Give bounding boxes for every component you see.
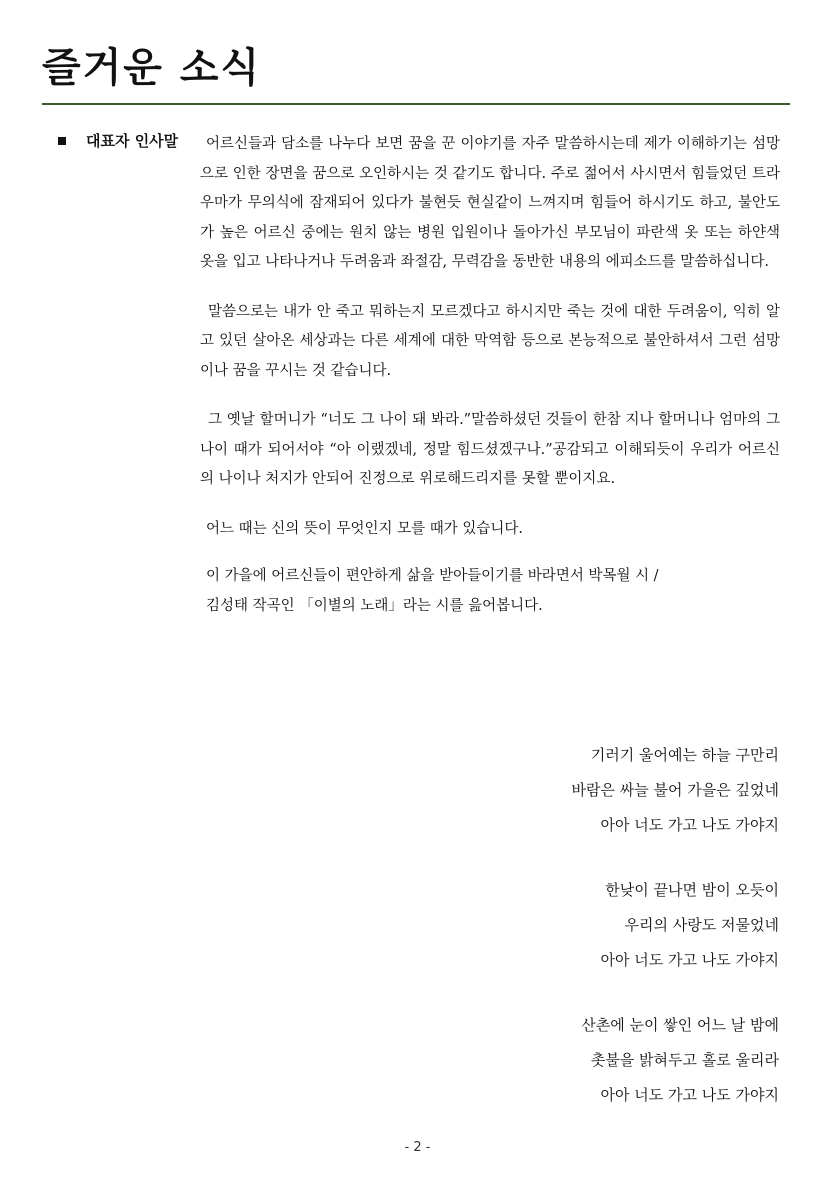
- poem-line: 아아 너도 가고 나도 가야지: [600, 1086, 779, 1104]
- poem-line: 기러기 울어예는 하늘 구만리: [590, 746, 779, 764]
- poem-line: 우리의 사랑도 저물었네: [624, 916, 779, 934]
- poem: [219, 738, 779, 1113]
- page-number: - 2 -: [404, 1140, 431, 1155]
- poem-stanza-3: [219, 1008, 779, 1113]
- page-title: 즐거운 소식: [42, 45, 262, 91]
- paragraph-2: 말씀으로는 내가 안 죽고 뭐하는지 모르겠다고 하시지만 죽는 것에 대한 두려움이, 익히 알고 있던 살아온 세상과는 다른 세계에 대한 막역함 등으로 본능적으로 불안하셔서 그런 섬망이나 꿈을 꾸시는 것 같습니다.: [200, 303, 780, 379]
- poem-line: 바람은 싸늘 불어 가을은 깊었네: [571, 781, 779, 799]
- poem-line: 촛불을 밝혀두고 홀로 울리라: [590, 1051, 779, 1069]
- paragraph-4: 어느 때는 신의 뜻이 무엇인지 모를 때가 있습니다.: [206, 520, 524, 537]
- poem-stanza-1: [219, 738, 779, 843]
- bullet-square-icon: [58, 137, 66, 145]
- paragraph-1: 어르신들과 담소를 나누다 보면 꿈을 꾼 이야기를 자주 말씀하시는데 제가 이해하기는 섬망으로 인한 장면을 꿈으로 오인하시는 것 같기도 합니다. 주로 젊어서 사시면서 힘들었던 트라우마가 무의식에 잠재되어 있다가 불현듯 현실같이 느껴지며 힘들어 하시기도 하고, 불안도가 높은 어르신 중에는 원치 않는 병원 입원이나 돌아가신 부모님이 파란색 옷 또는 하얀색 옷을 입고 나타나거나 두려움과 좌절감, 무력감을 동반한 내용의 에피소드를 말씀하십니다.: [200, 136, 780, 270]
- poem-line: 산촌에 눈이 쌓인 어느 날 밤에: [581, 1016, 779, 1034]
- title-divider: [42, 103, 790, 105]
- poem-line: 한낮이 끝나면 밤이 오듯이: [605, 881, 779, 899]
- section-label: 대표자 인사말: [86, 132, 179, 150]
- paragraph-5: 이 가을에 어르신들이 편안하게 삶을 받아들이기를 바라면서 박목월 시 / 김성태 작곡인 「이별의 노래」라는 시를 읊어봅니다.: [206, 568, 659, 614]
- poem-stanza-2: [219, 873, 779, 978]
- greeting-body: [200, 130, 780, 641]
- paragraph-3: 그 옛날 할머니가 “너도 그 나이 돼 봐라.”말씀하셨던 것들이 한참 지나 할머니나 엄마의 그 나이 때가 되어서야 “아 이랬겠네, 정말 힘드셨겠구나.”공감되고 이해되듯이 우리가 어르신의 나이나 처지가 안되어 진정으로 위로해드리지를 못할 뿐이지요.: [200, 412, 780, 487]
- poem-line: 아아 너도 가고 나도 가야지: [600, 951, 779, 969]
- poem-line: 아아 너도 가고 나도 가야지: [600, 816, 779, 834]
